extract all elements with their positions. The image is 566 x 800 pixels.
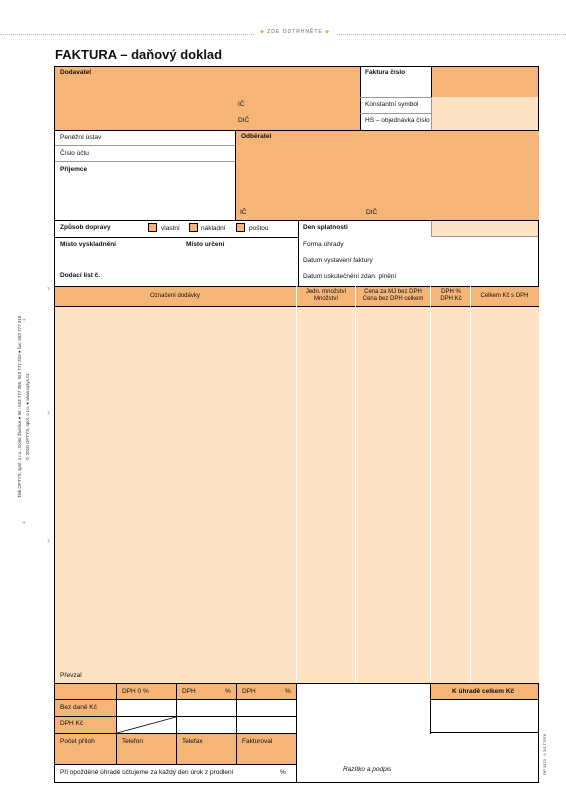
dph1-pct: % [225, 688, 231, 695]
col-vat-amount: DPH Kč [440, 295, 462, 302]
strike-line [117, 717, 176, 733]
delivery-note-label: Dodací list č. [60, 272, 101, 279]
payment-form-label: Forma úhrady [303, 241, 344, 248]
supplier-block [55, 67, 360, 130]
col-divider [296, 684, 297, 783]
const-symbol-field[interactable] [431, 97, 538, 113]
supplier-ic-label: IČ [238, 101, 245, 108]
stamp-label: Razítko a podpis [343, 766, 392, 773]
dph0-label: DPH 0 % [122, 688, 149, 695]
divider [55, 145, 235, 146]
dph2-pct: % [285, 688, 291, 695]
col-price-total: Cena bez DPH celkem [362, 295, 424, 302]
fold-mark: › [47, 283, 50, 293]
bank-label: Peněžní ústav [60, 134, 102, 141]
invoice-number-label: Faktura číslo [365, 69, 406, 76]
fold-mark: › [47, 407, 50, 417]
phone-label: Telefon [122, 738, 143, 745]
late-interest-pct: % [280, 769, 286, 776]
divider [55, 237, 298, 238]
col-divider [430, 286, 431, 683]
due-date-field[interactable] [431, 221, 538, 237]
col-price-unit: Cena za MJ bez DPH [364, 289, 422, 295]
printer-line-1: Tisk OPTYS, spol. s r.o., Dolní Životice ● tel.: 553 777 385, 553 777 333 ● fax: 553 777 318 [17, 315, 22, 498]
printer-info [17, 316, 22, 498]
col-description-header: Označení dodávky [150, 293, 200, 299]
order-number-label: HS – objednávka číslo [365, 117, 430, 124]
account-label: Číslo účtu [60, 150, 89, 157]
received-by-label: Převzal [60, 672, 82, 679]
divider [298, 220, 299, 286]
dph1-label: DPH [182, 688, 196, 695]
items-area[interactable] [55, 307, 539, 683]
customer-label: Odběratel [241, 133, 272, 140]
printer-copyright [25, 373, 30, 460]
form-code [542, 734, 547, 775]
total-label: K úhradě celkem Kč [452, 688, 515, 695]
recipient-label: Příjemce [60, 166, 88, 173]
col-divider [236, 684, 237, 764]
tax-date-label: Datum uskutečnění zdan. plnění [303, 273, 397, 280]
divider [55, 161, 235, 162]
order-number-field[interactable] [431, 113, 538, 130]
invoice-number-field[interactable] [431, 67, 538, 97]
issue-date-label: Datum vystavení faktury [303, 257, 373, 264]
transport-freight-checkbox[interactable] [189, 223, 198, 232]
col-price-header [356, 289, 430, 303]
transport-post-checkbox[interactable] [236, 223, 245, 232]
destination-label: Místo určení [186, 241, 225, 248]
customer-block [235, 130, 539, 220]
supplier-label: Dodavatel [60, 69, 92, 76]
col-vat-header [431, 289, 471, 303]
col-quantity-unit: Jedn. množství [305, 289, 347, 295]
col-total-header: Celkem Kč s DPH [480, 293, 529, 299]
vat-label: DPH Kč [60, 720, 84, 727]
col-divider [355, 286, 356, 683]
col-vat-rate: DPH % [441, 289, 461, 295]
loading-place-label: Místo vyskladnění [60, 241, 116, 248]
dph2-label: DPH [242, 688, 256, 695]
transport-own-checkbox[interactable] [148, 223, 157, 232]
late-interest-label: Při opožděné úhradě účtujeme za každý den úrok z prodlení [60, 769, 234, 776]
transport-post-label: poštou [249, 225, 269, 232]
attachments-label: Počet příloh [60, 738, 95, 745]
transport-label: Způsob dopravy [60, 224, 111, 231]
supplier-dic-label: DIČ [238, 117, 250, 124]
col-quantity-amount: Množství [313, 295, 338, 302]
printer-line-2: © 2010 OPTYS, spol. s r.o. ● www.optys.cz [25, 373, 30, 460]
transport-freight-label: nákladní [201, 225, 226, 232]
col-divider [176, 684, 177, 764]
customer-ic-label: IČ [240, 209, 247, 216]
fax-label: Telefax [182, 738, 203, 745]
due-date-label: Den splatnosti [303, 224, 348, 231]
invoiced-label: Fakturoval [242, 738, 273, 745]
divider [360, 67, 361, 130]
form-code-text: OP 1073 · V 2/1 T7976 [542, 734, 547, 775]
customer-dic-label: DIČ [366, 209, 378, 216]
page-title: FAKTURA – daňový doklad [55, 47, 223, 62]
punch-mark: + [22, 520, 27, 527]
total-field[interactable] [431, 700, 538, 733]
col-quantity-header [297, 289, 355, 303]
fold-mark: › [47, 535, 50, 545]
punch-mark: + [22, 317, 27, 324]
col-divider [296, 286, 297, 683]
tear-label: ◆ ZDE ODTRHNĚTE ◆ [254, 30, 336, 35]
base-label: Bez daně Kč [60, 704, 97, 711]
divider [55, 764, 296, 765]
const-symbol-label: Konstantní symbol [365, 101, 419, 108]
transport-own-label: vlastní [161, 225, 180, 232]
col-divider [470, 286, 471, 683]
